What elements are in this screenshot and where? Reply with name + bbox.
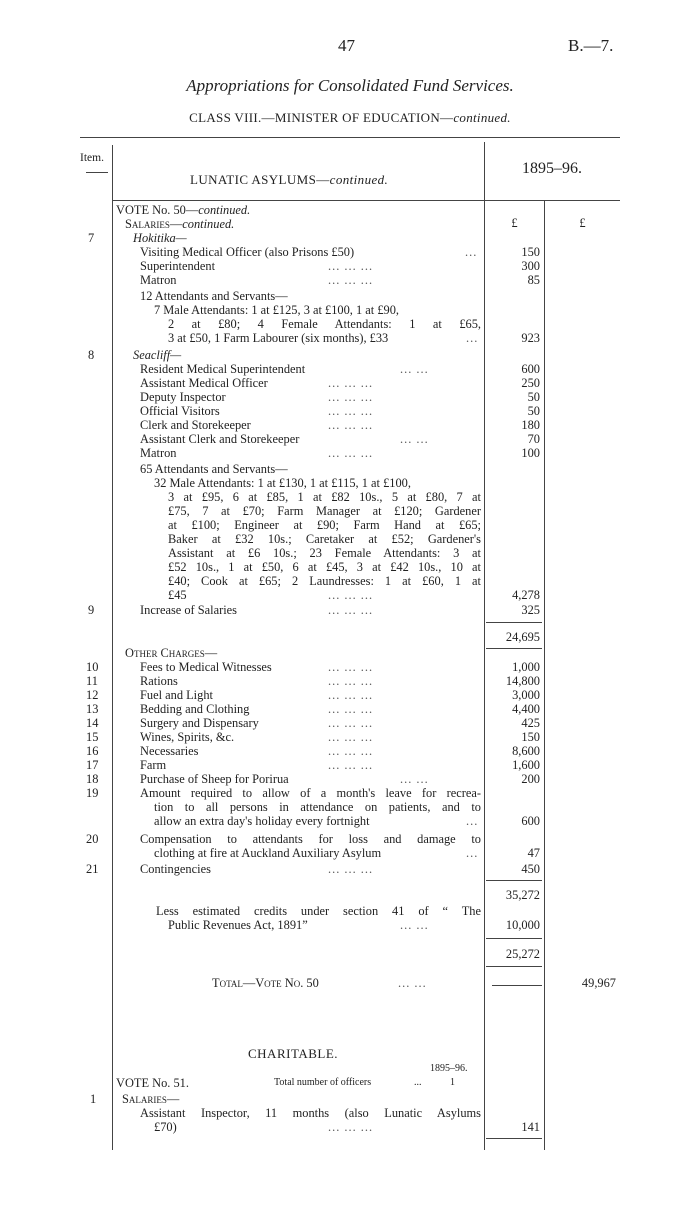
item-column-rule xyxy=(112,145,113,1150)
officers-dots: ... xyxy=(414,1077,422,1088)
amount-column-rule-left xyxy=(484,142,485,1150)
vote-50-title xyxy=(116,203,250,217)
item-number: 14 xyxy=(86,716,99,730)
amount: 4,400 xyxy=(512,702,540,716)
line-item-text: Assistant Medical Officer xyxy=(140,376,268,390)
leader-dots: ... ... ... xyxy=(328,716,374,730)
charitable-salaries-heading: Salaries— xyxy=(122,1092,180,1106)
line-item-text: Compensation to attendants for loss and damage to xyxy=(140,832,481,846)
line-item-text: Deputy Inspector xyxy=(140,390,226,404)
leader-dots: ... xyxy=(465,245,478,259)
amount-column-rule-mid xyxy=(544,200,545,1150)
leader-dots: ... ... ... xyxy=(328,674,374,688)
leader-dots: ... ... ... xyxy=(328,688,374,702)
vote-50-title-main: VOTE No. 50— xyxy=(116,203,199,217)
line-item-text: £70) xyxy=(154,1120,177,1134)
item-number: 8 xyxy=(88,348,95,362)
line-item-text: Matron xyxy=(140,273,177,287)
attendants-detail-line: at £100; Engineer at £90; Farm Hand at £65; xyxy=(168,518,481,532)
item-number: 11 xyxy=(86,674,98,688)
amount: 200 xyxy=(521,772,540,786)
amount: 1,600 xyxy=(512,758,540,772)
amount: 180 xyxy=(521,418,540,432)
credits-text-line: Public Revenues Act, 1891” xyxy=(168,918,308,932)
line-item-text: Necessaries xyxy=(140,744,199,758)
leader-dots: ... ... xyxy=(398,976,427,990)
attendants-detail-line: Assistant at £6 10s.; 23 Female Attendants: 3 at xyxy=(168,546,481,560)
amount: 4,278 xyxy=(512,588,540,602)
item-number: 7 xyxy=(88,231,95,245)
vote-51-title: VOTE No. 51. xyxy=(116,1076,189,1090)
leader-dots: ... ... ... xyxy=(328,1120,374,1134)
line-item-text: Assistant Clerk and Storekeeper xyxy=(140,432,300,446)
line-item-text: Amount required to allow of a month's leave for recrea- xyxy=(140,786,481,800)
page-number: 47 xyxy=(338,36,355,55)
amount: 150 xyxy=(521,245,540,259)
line-item-text: Fuel and Light xyxy=(140,688,213,702)
section-title-continued: continued. xyxy=(329,172,389,187)
leader-dots: ... ... ... xyxy=(328,730,374,744)
line-item-text: Resident Medical Superintendent xyxy=(140,362,306,376)
line-item-text: Official Visitors xyxy=(140,404,220,418)
year-heading: 1895–96. xyxy=(522,160,582,177)
leader-dots: ... ... ... xyxy=(328,259,374,273)
line-item-text: Matron xyxy=(140,446,177,460)
total-rule xyxy=(492,985,542,986)
item-number: 17 xyxy=(86,758,99,772)
leader-dots: ... ... ... xyxy=(328,588,374,602)
leader-dots: ... ... ... xyxy=(328,862,374,876)
attendants-detail-line: £40; Cook at £65; 2 Laundresses: 1 at £60, 1 at xyxy=(168,574,481,588)
leader-dots: ... ... ... xyxy=(328,404,374,418)
line-item-text: tion to all persons in attendance on patients, and to xyxy=(154,800,481,814)
attendants-heading: 12 Attendants and Servants— xyxy=(140,289,288,303)
subtotal-rule xyxy=(486,622,542,623)
line-item-text: Purchase of Sheep for Porirua xyxy=(140,772,289,786)
class-title-main: CLASS VIII.—MINISTER OF EDUCATION— xyxy=(189,110,454,125)
line-item-text: Superintendent xyxy=(140,259,216,273)
item-number: 9 xyxy=(88,603,95,617)
line-item-text: allow an extra day's holiday every fortnight xyxy=(154,814,370,828)
amount: 8,600 xyxy=(512,744,540,758)
attendants-detail-line: £52 10s., 1 at £50, 6 at £45, 3 at £42 10s., 10 at xyxy=(168,560,481,574)
credits-amount: 10,000 xyxy=(505,918,540,932)
item-number: 19 xyxy=(86,786,99,800)
leader-dots: ... xyxy=(466,331,479,345)
item-number: 20 xyxy=(86,832,99,846)
leader-dots: ... ... ... xyxy=(328,376,374,390)
line-item-text: Increase of Salaries xyxy=(140,603,238,617)
charitable-title: CHARITABLE. xyxy=(248,1046,339,1061)
subtotal-rule xyxy=(486,1138,542,1139)
subtotal-rule xyxy=(486,648,542,649)
amount: 923 xyxy=(521,331,540,345)
amount: 47 xyxy=(527,846,540,860)
vote-total-amount: 49,967 xyxy=(581,976,616,990)
attendants-detail-line: 3 at £50, 1 Farm Labourer (six months), £33 xyxy=(168,331,389,345)
class-title-continued: continued. xyxy=(453,110,511,125)
amount: 1,000 xyxy=(512,660,540,674)
item-number: 16 xyxy=(86,744,99,758)
item-number: 18 xyxy=(86,772,99,786)
amount: 14,800 xyxy=(505,674,540,688)
section-title-main: LUNATIC ASYLUMS— xyxy=(190,172,330,187)
amount: 141 xyxy=(521,1120,540,1134)
leader-dots: ... ... ... xyxy=(328,273,374,287)
currency-column-2: £ xyxy=(579,216,586,230)
line-item-text: Rations xyxy=(140,674,178,688)
amount: 3,000 xyxy=(512,688,540,702)
running-title: Appropriations for Consolidated Fund Services. xyxy=(186,76,514,95)
line-item-text: Surgery and Dispensary xyxy=(140,716,259,730)
leader-dots: ... ... xyxy=(400,918,429,932)
header-top-rule xyxy=(80,137,620,138)
line-item-text: Visiting Medical Officer (also Prisons £50) xyxy=(140,245,355,259)
attendants-detail-line: 3 at £95, 6 at £85, 1 at £82 10s., 5 at £80, 7 at xyxy=(168,490,481,504)
item-number: 15 xyxy=(86,730,99,744)
salaries-label: Salaries— xyxy=(125,217,183,231)
item-number: 10 xyxy=(86,660,99,674)
line-item-text: Farm xyxy=(140,758,167,772)
amount: 70 xyxy=(527,432,540,446)
attendants-detail-line: Baker at £32 10s.; Caretaker at £52; Gardener's xyxy=(168,532,481,546)
class-title xyxy=(0,110,700,126)
seacliff-heading: Seacliff— xyxy=(133,348,182,362)
line-item-text: Wines, Spirits, &c. xyxy=(140,730,235,744)
amount: 150 xyxy=(521,730,540,744)
attendants-detail-line: £75, 7 at £70; Farm Manager at £120; Gardener xyxy=(168,504,481,518)
amount: 300 xyxy=(521,259,540,273)
amount: 425 xyxy=(521,716,540,730)
item-number: 13 xyxy=(86,702,99,716)
subtotal-rule xyxy=(486,966,542,967)
line-item-text: Fees to Medical Witnesses xyxy=(140,660,272,674)
amount: 85 xyxy=(527,273,540,287)
officers-count: 1 xyxy=(450,1077,455,1088)
leader-dots: ... ... ... xyxy=(328,744,374,758)
section-title xyxy=(190,172,388,188)
item-column-label: Item. xyxy=(80,152,104,164)
amount: 50 xyxy=(527,404,540,418)
item-header-underline xyxy=(86,172,108,173)
credits-text-line: Less estimated credits under section 41 of “ The xyxy=(156,904,481,918)
item-number: 12 xyxy=(86,688,99,702)
line-item-text: Clerk and Storekeeper xyxy=(140,418,251,432)
other-charges-heading: Other Charges— xyxy=(125,646,218,660)
leader-dots: ... ... ... xyxy=(328,603,374,617)
line-item-text: Contingencies xyxy=(140,862,211,876)
line-item-text: Assistant Inspector, 11 months (also Lunatic Asylums xyxy=(140,1106,481,1120)
officers-label: Total number of officers xyxy=(274,1077,372,1088)
leader-dots: ... ... ... xyxy=(328,446,374,460)
vote-total-label: Total—Vote No. 50 xyxy=(212,976,319,990)
item-number: 21 xyxy=(86,862,99,876)
amount: 325 xyxy=(521,603,540,617)
attendants-detail-line: £45 xyxy=(168,588,187,602)
salaries-subtotal: 24,695 xyxy=(505,630,540,644)
page-reference: B.—7. xyxy=(568,36,614,55)
line-item-text: Bedding and Clothing xyxy=(140,702,250,716)
leader-dots: ... ... xyxy=(400,432,429,446)
net-total: 25,272 xyxy=(505,947,540,961)
subtotal-rule xyxy=(486,938,542,939)
attendants-heading: 65 Attendants and Servants— xyxy=(140,462,288,476)
currency-column-1: £ xyxy=(511,216,518,230)
leader-dots: ... ... ... xyxy=(328,390,374,404)
subtotal-rule xyxy=(486,880,542,881)
amount: 600 xyxy=(521,814,540,828)
line-item-text: clothing at fire at Auckland Auxiliary Asylum xyxy=(154,846,382,860)
leader-dots: ... ... xyxy=(400,362,429,376)
attendants-detail-line: 2 at £80; 4 Female Attendants: 1 at £65, xyxy=(168,317,481,331)
officers-year: 1895–96. xyxy=(430,1063,468,1074)
leader-dots: ... ... xyxy=(400,772,429,786)
leader-dots: ... ... ... xyxy=(328,758,374,772)
amount: 600 xyxy=(521,362,540,376)
gross-total: 35,272 xyxy=(505,888,540,902)
leader-dots: ... ... ... xyxy=(328,660,374,674)
vote-50-title-continued: continued. xyxy=(198,203,251,217)
amount: 50 xyxy=(527,390,540,404)
salaries-continued: continued. xyxy=(182,217,235,231)
leader-dots: ... xyxy=(466,846,479,860)
leader-dots: ... ... ... xyxy=(328,418,374,432)
amount: 100 xyxy=(521,446,540,460)
salaries-heading xyxy=(125,217,234,231)
leader-dots: ... ... ... xyxy=(328,702,374,716)
amount: 250 xyxy=(521,376,540,390)
attendants-detail-line: 7 Male Attendants: 1 at £125, 3 at £100, 1 at £90, xyxy=(154,303,400,317)
attendants-detail-line: 32 Male Attendants: 1 at £130, 1 at £115, 1 at £100, xyxy=(154,476,411,490)
item-number: 1 xyxy=(90,1092,97,1106)
hokitika-heading: Hokitika— xyxy=(133,231,187,245)
amount: 450 xyxy=(521,862,540,876)
leader-dots: ... xyxy=(466,814,479,828)
